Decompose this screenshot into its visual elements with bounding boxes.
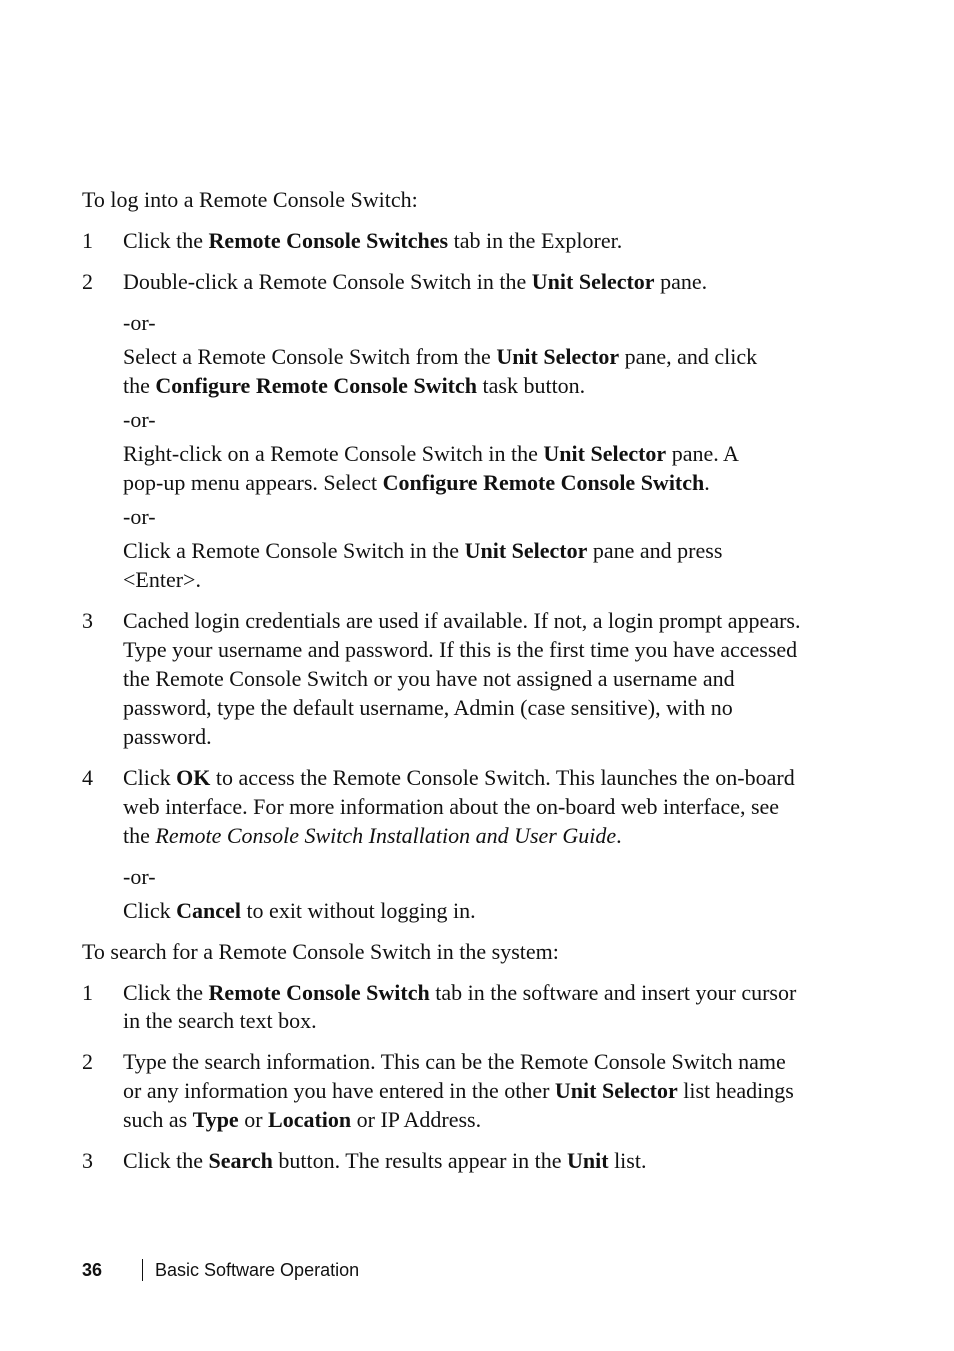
or-separator: -or-: [123, 504, 156, 529]
step-text: Click the Search button. The results appear in the Unit list.: [123, 1148, 647, 1173]
step-number: 4: [82, 765, 93, 790]
step-number: 2: [82, 1049, 93, 1074]
step-text: or any information you have entered in the other Unit Selector list headings: [123, 1078, 794, 1103]
step-text: Click Cancel to exit without logging in.: [123, 898, 476, 923]
step-text: Click OK to access the Remote Console Switch. This launches the on-board: [123, 765, 795, 790]
section1-intro: To log into a Remote Console Switch:: [82, 187, 418, 212]
footer-divider: [142, 1259, 143, 1281]
step-text: the Configure Remote Console Switch task button.: [123, 373, 586, 398]
step-number: 1: [82, 228, 93, 253]
step-number: 3: [82, 1148, 93, 1173]
step-text: Right-click on a Remote Console Switch in the Unit Selector pane. A: [123, 441, 739, 466]
step-text: such as Type or Location or IP Address.: [123, 1107, 482, 1132]
chapter-title: Basic Software Operation: [155, 1260, 360, 1280]
or-separator: -or-: [123, 407, 156, 432]
step-text: <Enter>.: [123, 567, 201, 592]
step-text: password.: [123, 724, 212, 749]
step-text: password, type the default username, Admin (case sensitive), with no: [123, 695, 733, 720]
step-text: web interface. For more information about the on-board web interface, see: [123, 794, 780, 819]
step-text: Double-click a Remote Console Switch in the Unit Selector pane.: [123, 269, 708, 294]
page-number: 36: [82, 1260, 103, 1280]
step-text: Type your username and password. If this is the first time you have accessed: [123, 637, 798, 662]
step-number: 3: [82, 608, 93, 633]
step-number: 2: [82, 269, 93, 294]
step-text: Type the search information. This can be the Remote Console Switch name: [123, 1049, 786, 1074]
section2-intro: To search for a Remote Console Switch in the system:: [82, 939, 559, 964]
step-text: Click the Remote Console Switches tab in the Explorer.: [123, 228, 623, 253]
step-text: Cached login credentials are used if available. If not, a login prompt appears.: [123, 608, 801, 633]
step-text: Click a Remote Console Switch in the Unit Selector pane and press: [123, 538, 723, 563]
step-text: Click the Remote Console Switch tab in the software and insert your cursor: [123, 980, 797, 1005]
step-text: the Remote Console Switch or you have not assigned a username and: [123, 666, 735, 691]
step-text: pop-up menu appears. Select Configure Remote Console Switch.: [123, 470, 710, 495]
or-separator: -or-: [123, 864, 156, 889]
step-text: in the search text box.: [123, 1008, 317, 1033]
step-text: the Remote Console Switch Installation and User Guide.: [123, 823, 622, 848]
step-number: 1: [82, 980, 93, 1005]
step-text: Select a Remote Console Switch from the Unit Selector pane, and click: [123, 344, 758, 369]
or-separator: -or-: [123, 310, 156, 335]
